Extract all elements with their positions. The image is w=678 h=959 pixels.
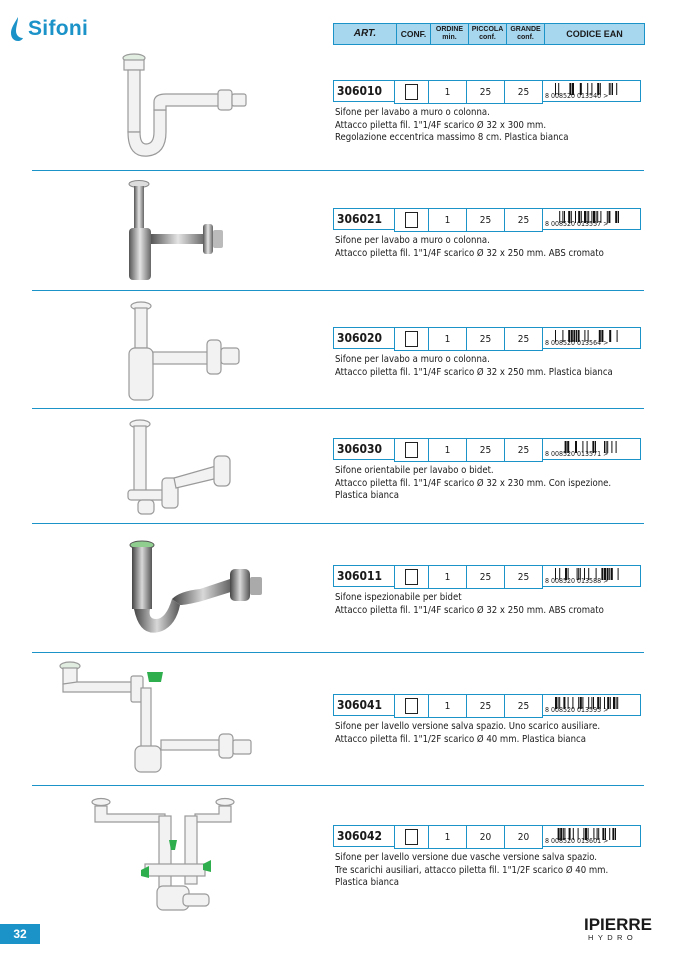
grande-conf: 25 <box>504 694 543 718</box>
package-box-icon <box>394 327 429 351</box>
header-grande: GRANDE conf. <box>506 23 545 45</box>
description-line: Sifone per lavabo a muro o colonna. <box>335 235 490 246</box>
description-line: Sifone per lavabo a muro o colonna. <box>335 354 490 365</box>
description-line: Sifone per lavabo a muro o colonna. <box>335 107 490 118</box>
ean-barcode <box>542 565 641 587</box>
product-description <box>335 852 655 890</box>
piccola-conf: 25 <box>466 80 505 104</box>
product-row <box>334 80 641 102</box>
ean-barcode <box>542 327 641 349</box>
header-conf: CONF. <box>396 23 431 45</box>
package-box-icon <box>394 565 429 589</box>
article-code: 306042 <box>333 825 395 847</box>
ean-barcode <box>542 208 641 230</box>
section-title: Sifoni <box>28 17 89 40</box>
header-art: ART. <box>333 23 397 45</box>
product-row <box>334 694 641 716</box>
siphon-306021-image <box>115 178 225 286</box>
product-row <box>334 565 641 587</box>
package-box-icon <box>394 694 429 718</box>
ordine-min: 1 <box>428 694 467 718</box>
grande-conf: 25 <box>504 80 543 104</box>
package-box-icon <box>394 208 429 232</box>
ordine-min: 1 <box>428 825 467 849</box>
description-line: Tre scarichi ausiliari, attacco piletta fil. 1"1/2F scarico Ø 40 mm. <box>335 864 609 876</box>
description-line: Attacco piletta fil. 1"1/4F scarico Ø 32 x 250 mm. Plastica bianca <box>335 366 613 378</box>
product-description <box>335 107 655 145</box>
ean-barcode <box>542 438 641 460</box>
ean-number: 8 008520 013588 > <box>545 577 609 585</box>
water-drop-icon <box>10 16 24 42</box>
ean-barcode <box>542 825 641 847</box>
brand-header <box>10 14 88 44</box>
piccola-conf: 25 <box>466 208 505 232</box>
product-description <box>335 235 655 260</box>
description-line: Regolazione eccentrica massimo 8 cm. Plastica bianca <box>335 132 569 143</box>
product-row <box>334 825 641 847</box>
product-description <box>335 465 655 503</box>
package-box-icon <box>394 825 429 849</box>
header-ean: CODICE EAN <box>544 23 645 45</box>
siphon-306041-image <box>55 658 275 776</box>
ean-number: 8 008520 013557 > <box>545 220 609 228</box>
ordine-min: 1 <box>428 208 467 232</box>
ean-number: 8 008520 013540 > <box>545 92 609 100</box>
product-description <box>335 354 655 379</box>
description-line: Sifone ispezionabile per bidet <box>335 592 462 603</box>
pierre-hydro-logo: IPIERRE HYDRO <box>584 915 653 942</box>
article-code: 306020 <box>333 327 395 349</box>
description-line: Attacco piletta fil. 1"1/4F scarico Ø 32 x 250 mm. ABS cromato <box>335 604 604 616</box>
grande-conf: 25 <box>504 208 543 232</box>
header-ordine: ORDINE min. <box>430 23 469 45</box>
ordine-min: 1 <box>428 327 467 351</box>
description-line: Attacco piletta fil. 1"1/4F scarico Ø 32 x 230 mm. Con ispezione. <box>335 477 612 489</box>
product-row <box>334 208 641 230</box>
product-description <box>335 592 655 617</box>
product-description <box>335 721 655 746</box>
siphon-306042-image <box>85 794 245 924</box>
product-row <box>334 438 641 460</box>
ean-number: 8 008520 013595 > <box>545 706 609 714</box>
description-line: Attacco piletta fil. 1"1/4F scarico Ø 32 x 250 mm. ABS cromato <box>335 247 604 259</box>
description-line: Sifone per lavello versione due vasche versione salva spazio. <box>335 852 597 863</box>
divider <box>32 652 644 653</box>
grande-conf: 20 <box>504 825 543 849</box>
siphon-306011-image <box>120 535 270 647</box>
article-code: 306010 <box>333 80 395 102</box>
description-line: Attacco piletta fil. 1"1/4F scarico Ø 32 x 300 mm. <box>335 119 547 131</box>
header-piccola: PICCOLA conf. <box>468 23 507 45</box>
grande-conf: 25 <box>504 438 543 462</box>
divider <box>32 785 644 786</box>
description-line: Plastica bianca <box>335 490 399 501</box>
grande-conf: 25 <box>504 327 543 351</box>
ordine-min: 1 <box>428 80 467 104</box>
description-line: Sifone per lavello versione salva spazio. Uno scarico ausiliare. <box>335 721 601 732</box>
ean-barcode <box>542 80 641 102</box>
ordine-min: 1 <box>428 565 467 589</box>
grande-conf: 25 <box>504 565 543 589</box>
ean-number: 8 008520 013601 > <box>545 837 609 845</box>
ordine-min: 1 <box>428 438 467 462</box>
piccola-conf: 25 <box>466 438 505 462</box>
description-line: Sifone orientabile per lavabo o bidet. <box>335 465 494 476</box>
description-line: Plastica bianca <box>335 877 399 888</box>
page-number: 32 <box>0 924 40 944</box>
description-line: Attacco piletta fil. 1"1/2F scarico Ø 40 mm. Plastica bianca <box>335 733 586 745</box>
piccola-conf: 25 <box>466 565 505 589</box>
divider <box>32 290 644 291</box>
table-header <box>334 23 645 43</box>
divider <box>32 523 644 524</box>
piccola-conf: 25 <box>466 327 505 351</box>
article-code: 306011 <box>333 565 395 587</box>
siphon-306020-image <box>115 298 245 406</box>
ean-number: 8 008520 013571 > <box>545 450 609 458</box>
article-code: 306030 <box>333 438 395 460</box>
ean-number: 8 008520 013564 > <box>545 339 609 347</box>
piccola-conf: 25 <box>466 694 505 718</box>
piccola-conf: 20 <box>466 825 505 849</box>
siphon-306010-image <box>110 50 260 165</box>
divider <box>32 170 644 171</box>
article-code: 306021 <box>333 208 395 230</box>
article-code: 306041 <box>333 694 395 716</box>
package-box-icon <box>394 80 429 104</box>
ean-barcode <box>542 694 641 716</box>
divider <box>32 408 644 409</box>
siphon-306030-image <box>118 416 248 520</box>
product-row <box>334 327 641 349</box>
package-box-icon <box>394 438 429 462</box>
